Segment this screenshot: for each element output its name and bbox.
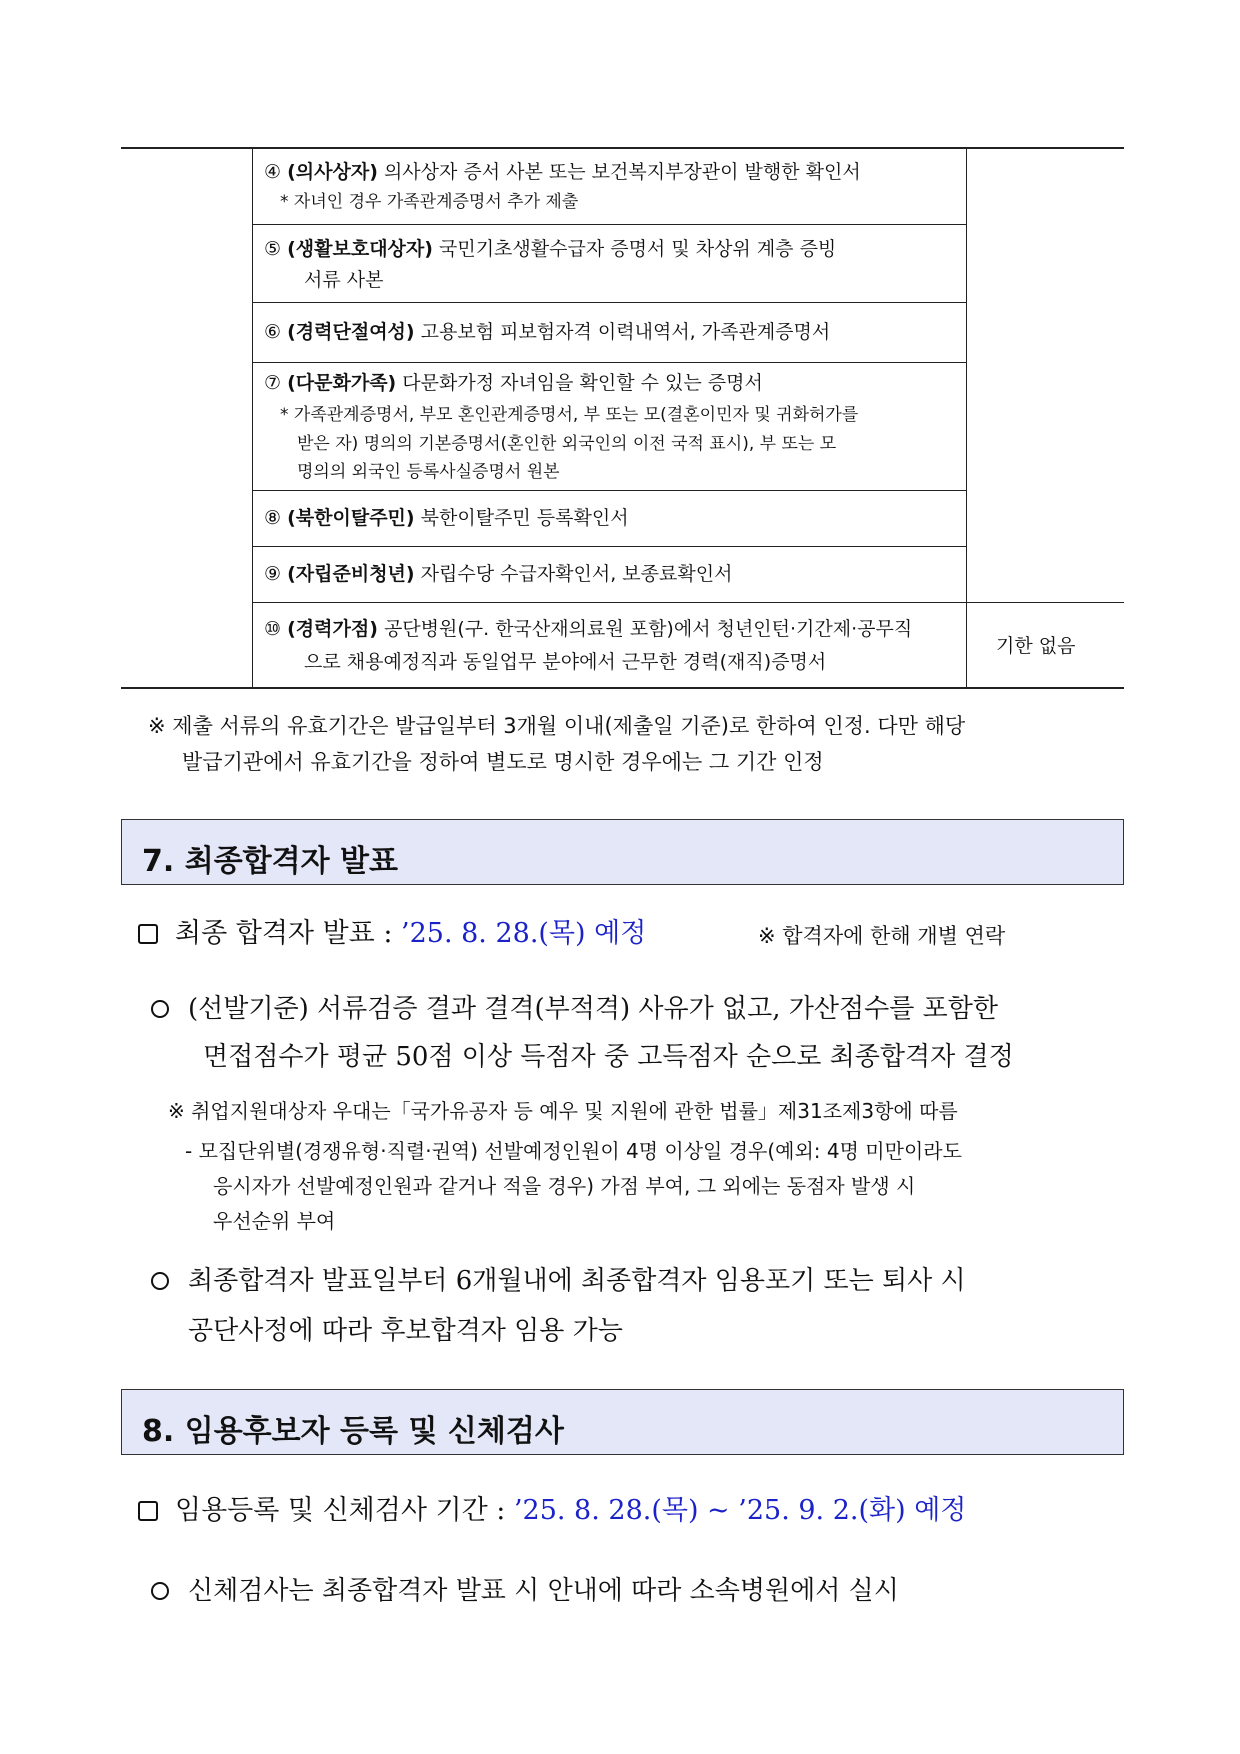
registration-period-line (175, 1491, 966, 1531)
row-divider (252, 546, 967, 547)
row-number: ⑤ (264, 238, 282, 260)
circle-bullet-icon (151, 1582, 169, 1600)
square-bullet-icon (138, 1501, 158, 1521)
table-row (264, 368, 763, 399)
row-category: (의사상자) (287, 161, 378, 183)
row-description: 다문화가정 자녀임을 확인할 수 있는 증명서 (402, 372, 763, 394)
preference-note: ※ 취업지원대상자 우대는「국가유공자 등 예우 및 지원에 관한 법률」제31조제3항에 따름 (168, 1099, 958, 1123)
row-divider (252, 490, 967, 491)
column-divider (252, 147, 253, 688)
registration-period-date: ’25. 8. 28.(목) ~ ’25. 9. 2.(화) 예정 (513, 1495, 967, 1526)
announcement-line (175, 914, 646, 954)
table-top-border (121, 147, 1124, 149)
section-title: 7. 최종합격자 발표 (142, 844, 399, 879)
row-note: 명의의 외국인 등록사실증명서 원본 (297, 462, 560, 482)
table-row (264, 559, 732, 590)
row-divider (252, 302, 967, 303)
row-description: 의사상자 증서 사본 또는 보건복지부장관이 발행한 확인서 (383, 161, 861, 183)
row-description-continued: 서류 사본 (304, 269, 384, 291)
row-number: ⑩ (264, 618, 282, 640)
selection-criteria-continued: 면접점수가 평균 50점 이상 득점자 중 고득점자 순으로 최종합격자 결정 (203, 1042, 1014, 1072)
row-divider (252, 224, 967, 225)
validity-period: 기한 없음 (996, 635, 1076, 657)
table-bottom-border (121, 687, 1124, 689)
row-number: ⑧ (264, 507, 282, 529)
announcement-note: ※ 합격자에 한해 개별 연락 (758, 924, 1006, 948)
section-header-registration (121, 1389, 1124, 1455)
table-row (264, 503, 629, 534)
row-number: ⑥ (264, 321, 282, 343)
row-note: * 가족관계증명서, 부모 혼인관계증명서, 부 또는 모(결혼이민자 및 귀화허가를 (280, 405, 859, 425)
announcement-date: ’25. 8. 28.(목) 예정 (401, 918, 647, 949)
column-divider (966, 147, 967, 688)
section-title: 8. 임용후보자 등록 및 신체검사 (142, 1414, 564, 1449)
row-description-continued: 으로 채용예정직과 동일업무 분야에서 근무한 경력(재직)증명서 (304, 651, 827, 673)
alternate-candidate-rule-continued: 공단사정에 따라 후보합격자 임용 가능 (188, 1316, 623, 1346)
row-divider (252, 602, 1124, 603)
circle-bullet-icon (151, 1272, 169, 1290)
row-category: (다문화가족) (287, 372, 397, 394)
square-bullet-icon (138, 924, 158, 944)
row-description: 공단병원(구. 한국산재의료원 포함)에서 청년인턴·기간제·공무직 (383, 618, 913, 640)
registration-period-label: 임용등록 및 신체검사 기간 : (175, 1495, 506, 1526)
alternate-candidate-rule: 최종합격자 발표일부터 6개월내에 최종합격자 임용포기 또는 퇴사 시 (188, 1266, 966, 1296)
medical-exam-info: 신체검사는 최종합격자 발표 시 안내에 따라 소속병원에서 실시 (188, 1576, 899, 1606)
row-category: (경력가점) (287, 618, 378, 640)
row-divider (252, 362, 967, 363)
bonus-rule-continued: 응시자가 선발예정인원과 같거나 적을 경우) 가점 부여, 그 외에는 동점자 발생 시 (213, 1174, 916, 1198)
announcement-label: 최종 합격자 발표 : (175, 918, 393, 949)
table-row (264, 317, 830, 348)
bonus-rule: - 모집단위별(경쟁유형·직렬·권역) 선발예정인원이 4명 이상일 경우(예외: 4명 미만이라도 (185, 1139, 962, 1163)
row-number: ⑨ (264, 563, 282, 585)
selection-criteria: (선발기준) 서류검증 결과 결격(부적격) 사유가 없고, 가산점수를 포함한 (188, 994, 998, 1024)
row-number: ④ (264, 161, 282, 183)
row-description: 국민기초생활수급자 증명서 및 차상위 계층 증빙 (439, 238, 837, 260)
row-description: 북한이탈주민 등록확인서 (420, 507, 629, 529)
table-row (264, 157, 861, 188)
row-description: 고용보험 피보험자격 이력내역서, 가족관계증명서 (420, 321, 831, 343)
row-note: * 자녀인 경우 가족관계증명서 추가 제출 (280, 192, 579, 212)
table-row (264, 234, 836, 265)
row-number: ⑦ (264, 372, 282, 394)
row-note: 받은 자) 명의의 기본증명서(혼인한 외국인의 이전 국적 표시), 부 또는 모 (297, 434, 837, 454)
row-category: (자립준비청년) (287, 563, 415, 585)
table-row (264, 614, 912, 645)
row-category: (경력단절여성) (287, 321, 415, 343)
bonus-rule-continued: 우선순위 부여 (213, 1209, 336, 1233)
row-category: (북한이탈주민) (287, 507, 415, 529)
row-description: 자립수당 수급자확인서, 보종료확인서 (420, 563, 733, 585)
row-category: (생활보호대상자) (287, 238, 433, 260)
circle-bullet-icon (151, 1000, 169, 1018)
validity-note: ※ 제출 서류의 유효기간은 발급일부터 3개월 이내(제출일 기준)로 한하여 인정. 다만 해당 (148, 714, 966, 738)
validity-note-continued: 발급기관에서 유효기간을 정하여 별도로 명시한 경우에는 그 기간 인정 (182, 750, 824, 774)
section-header-final-announcement (121, 819, 1124, 885)
